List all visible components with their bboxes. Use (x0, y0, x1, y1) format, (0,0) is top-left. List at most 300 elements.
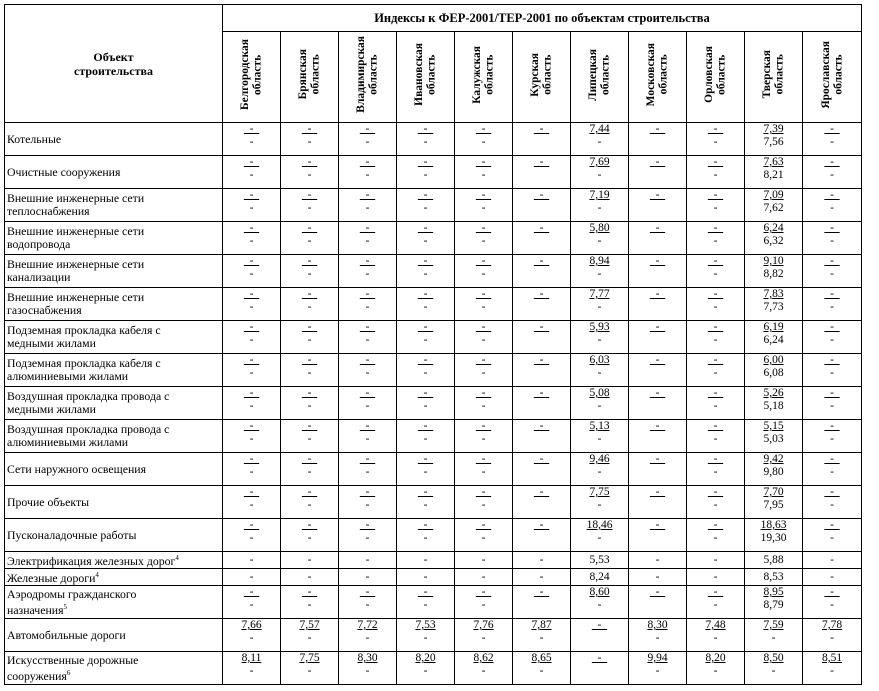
object-name: Внешние инженерные сети газоснабжения (7, 290, 145, 317)
table-row (5, 586, 862, 619)
index-value-top: 7,78 (821, 619, 843, 631)
index-value-bottom: - (481, 136, 486, 148)
index-value-top: - (533, 156, 550, 168)
index-value-bottom: - (249, 301, 254, 313)
index-cell (687, 519, 745, 552)
index-value-top: 7,75 (589, 486, 610, 498)
index-value-top: - (301, 519, 318, 531)
index-value-top: - (243, 156, 260, 168)
index-value-bottom: - (307, 268, 312, 280)
construction-indices-table (4, 4, 862, 685)
index-cell (223, 420, 281, 453)
index-cell (397, 453, 455, 486)
index-cell (339, 586, 397, 619)
index-value-top: - (417, 453, 434, 465)
index-value-bottom: - (423, 665, 428, 677)
index-cell (803, 519, 862, 552)
index-value-top: 7,53 (415, 619, 436, 631)
index-value-top: - (824, 354, 840, 366)
index-cell (687, 387, 745, 420)
index-cell (629, 189, 687, 222)
index-value-bottom: - (423, 532, 428, 544)
index-cell (223, 354, 281, 387)
index-cell (397, 552, 455, 569)
index-cell (513, 453, 571, 486)
index-cell (571, 156, 629, 189)
object-name-cell (5, 519, 223, 552)
index-cell (223, 569, 281, 586)
index-cell (281, 619, 339, 652)
table-row (5, 387, 862, 420)
index-value-top: - (475, 189, 492, 201)
index-value-top: - (243, 586, 260, 598)
index-cell (803, 453, 862, 486)
index-value-top: 5,13 (589, 420, 610, 432)
index-value-top: - (824, 255, 840, 267)
index-cell (745, 519, 803, 552)
index-cell (223, 156, 281, 189)
index-cell (455, 321, 513, 354)
index-value-bottom: - (365, 433, 370, 445)
object-column-label: Объект строительства (74, 49, 153, 78)
index-value: - (830, 570, 834, 583)
index-value-bottom: - (249, 499, 254, 511)
region-header (397, 32, 455, 123)
index-cell (513, 586, 571, 619)
index-value-bottom: - (830, 235, 834, 247)
index-cell (629, 123, 687, 156)
index-value-top: - (301, 255, 318, 267)
index-cell (745, 486, 803, 519)
index-value: - (249, 570, 254, 583)
region-header (339, 32, 397, 123)
index-cell (629, 519, 687, 552)
index-value-bottom: - (597, 466, 602, 478)
index-value-bottom: - (481, 235, 486, 247)
index-value-top: 7,09 (763, 189, 784, 201)
index-cell (339, 569, 397, 586)
index-cell (571, 222, 629, 255)
region-header (223, 32, 281, 123)
index-cell (397, 569, 455, 586)
index-value-top: - (649, 321, 666, 333)
index-value-bottom: 5,18 (763, 400, 784, 412)
index-value-bottom: - (713, 532, 718, 544)
index-cell (455, 123, 513, 156)
index-value-bottom: - (249, 466, 254, 478)
index-value-bottom: - (597, 169, 602, 181)
index-cell (629, 288, 687, 321)
index-value-bottom: - (771, 665, 776, 677)
region-header (803, 32, 862, 123)
index-cell (687, 569, 745, 586)
index-cell (803, 420, 862, 453)
index-value-bottom: - (713, 334, 718, 346)
index-cell (223, 486, 281, 519)
object-name-cell (5, 255, 223, 288)
index-value-bottom: - (713, 433, 718, 445)
index-cell (223, 387, 281, 420)
index-value-bottom: - (771, 632, 776, 644)
index-cell (803, 652, 862, 685)
object-name: Прочие объекты (7, 494, 90, 509)
index-value-bottom: - (365, 301, 370, 313)
index-cell (687, 156, 745, 189)
object-name-cell (5, 420, 223, 453)
index-cell (629, 486, 687, 519)
index-cell (513, 222, 571, 255)
index-value: - (655, 553, 660, 566)
table-title: Индексы к ФЕР-2001/ТЕР-2001 по объектам строительства (223, 5, 862, 32)
index-cell (339, 486, 397, 519)
index-value-top: - (824, 156, 840, 168)
index-cell (223, 189, 281, 222)
index-value-top: - (707, 453, 724, 465)
index-value-top: 7,19 (589, 189, 610, 201)
index-value-top: - (533, 519, 550, 531)
index-value-bottom: - (423, 169, 428, 181)
index-cell (281, 652, 339, 685)
index-cell (803, 156, 862, 189)
index-value-bottom: - (481, 169, 486, 181)
index-cell (687, 486, 745, 519)
index-value-top: - (301, 123, 318, 135)
index-value-top: 8,65 (531, 652, 552, 664)
index-value-top: - (243, 321, 260, 333)
index-cell (629, 321, 687, 354)
index-value: - (539, 570, 544, 583)
index-value-bottom: - (423, 466, 428, 478)
region-header (571, 32, 629, 123)
index-value-bottom: - (423, 235, 428, 247)
index-value-bottom: - (307, 665, 312, 677)
index-value-bottom: - (597, 301, 602, 313)
index-value: - (830, 553, 834, 566)
object-name: Электрификация железных дорог (7, 553, 176, 568)
index-value-top: 8,60 (589, 586, 610, 598)
index-value-top: 9,42 (763, 453, 784, 465)
index-value-bottom: - (481, 499, 486, 511)
object-name: Искусственные дорожные сооружения (7, 652, 139, 683)
index-value-bottom: - (481, 532, 486, 544)
index-value-bottom: - (713, 268, 718, 280)
index-value-top: 5,26 (763, 387, 784, 399)
index-value-top: - (301, 354, 318, 366)
object-name: Аэродромы гражданского назначения (7, 586, 137, 617)
index-value-top: - (649, 189, 666, 201)
index-cell (281, 453, 339, 486)
object-column-header (5, 5, 223, 123)
index-value-bottom: - (365, 268, 370, 280)
index-value-top: 7,44 (589, 123, 610, 135)
index-value-bottom: - (249, 268, 254, 280)
index-cell (629, 255, 687, 288)
index-cell (397, 156, 455, 189)
index-value-bottom: - (365, 136, 370, 148)
index-cell (687, 420, 745, 453)
index-value-bottom: 19,30 (760, 532, 787, 544)
table-row (5, 288, 862, 321)
index-value-top: - (649, 255, 666, 267)
index-value-top: - (591, 652, 608, 664)
index-value-bottom: - (481, 400, 486, 412)
region-label: Владимирская область (355, 36, 380, 113)
index-cell (455, 189, 513, 222)
index-cell (513, 255, 571, 288)
index-value-top: - (475, 387, 492, 399)
index-value-top: - (301, 321, 318, 333)
index-cell (513, 619, 571, 652)
region-header (513, 32, 571, 123)
index-value-top: - (475, 519, 492, 531)
index-cell (745, 619, 803, 652)
index-value-bottom: - (423, 499, 428, 511)
region-label: Тверская область (761, 50, 786, 99)
index-value-bottom: - (365, 202, 370, 214)
index-value-top: - (475, 255, 492, 267)
index-cell (455, 552, 513, 569)
index-value-top: 7,87 (531, 619, 552, 631)
index-value-top: - (475, 222, 492, 234)
index-value-top: - (649, 519, 666, 531)
index-value: - (539, 553, 544, 566)
object-name: Автомобильные дороги (7, 627, 126, 642)
table-row (5, 519, 862, 552)
object-name-cell (5, 156, 223, 189)
index-cell (455, 652, 513, 685)
index-cell (513, 189, 571, 222)
index-value-bottom: - (481, 599, 486, 611)
index-value-top: 7,72 (357, 619, 378, 631)
index-value-bottom: - (713, 136, 718, 148)
index-value-bottom: 6,24 (763, 334, 784, 346)
index-cell (513, 569, 571, 586)
object-name-cell (5, 288, 223, 321)
index-cell (455, 453, 513, 486)
index-cell (803, 222, 862, 255)
index-cell (687, 123, 745, 156)
index-value-top: - (475, 420, 492, 432)
index-cell (571, 519, 629, 552)
index-cell (513, 321, 571, 354)
index-value-top: - (707, 123, 724, 135)
index-value-bottom: - (307, 301, 312, 313)
index-cell (455, 619, 513, 652)
index-value: - (365, 553, 370, 566)
table-row (5, 569, 862, 586)
index-value-top: - (707, 255, 724, 267)
index-cell (339, 321, 397, 354)
index-cell (687, 619, 745, 652)
index-value-top: - (824, 586, 840, 598)
index-value-bottom: - (655, 665, 660, 677)
index-value-top: - (533, 255, 550, 267)
index-cell (571, 189, 629, 222)
index-cell (339, 387, 397, 420)
index-value-bottom: - (713, 665, 718, 677)
index-value-top: - (649, 354, 666, 366)
index-value-top: - (533, 453, 550, 465)
index-value-top: - (533, 123, 550, 135)
index-value-top: - (301, 486, 318, 498)
index-value-top: - (301, 453, 318, 465)
index-cell (339, 288, 397, 321)
index-value-bottom: - (597, 433, 602, 445)
index-value-bottom: - (713, 202, 718, 214)
index-value-top: - (533, 189, 550, 201)
index-value-top: 6,24 (763, 222, 784, 234)
index-value-top: 6,03 (589, 354, 610, 366)
index-cell (455, 288, 513, 321)
index-cell (397, 486, 455, 519)
index-cell (281, 255, 339, 288)
index-cell (687, 321, 745, 354)
index-cell (513, 123, 571, 156)
index-value-bottom: 9,80 (763, 466, 784, 478)
index-value-top: - (649, 156, 666, 168)
index-value-top: 7,69 (589, 156, 610, 168)
index-value-bottom: - (307, 169, 312, 181)
index-cell (281, 354, 339, 387)
index-value-bottom: - (307, 433, 312, 445)
index-cell (745, 420, 803, 453)
index-value-bottom: - (365, 235, 370, 247)
index-cell (513, 288, 571, 321)
index-cell (745, 123, 803, 156)
index-cell (745, 255, 803, 288)
index-value-top: 8,51 (821, 652, 843, 664)
index-value-top: - (359, 123, 376, 135)
index-value-bottom: - (830, 532, 834, 544)
index-value-top: 8,30 (647, 619, 668, 631)
index-cell (223, 619, 281, 652)
index-cell (745, 569, 803, 586)
index-value-top: - (533, 586, 550, 598)
index-cell (803, 486, 862, 519)
index-value-bottom: - (655, 632, 660, 644)
object-name-cell (5, 354, 223, 387)
index-value-bottom: - (249, 433, 254, 445)
index-cell (745, 387, 803, 420)
index-value-top: - (533, 486, 550, 498)
index-cell (455, 486, 513, 519)
index-value-top: 8,95 (763, 586, 784, 598)
index-value-top: 7,83 (763, 288, 784, 300)
index-value-top: 8,94 (589, 255, 610, 267)
index-value-top: - (359, 189, 376, 201)
index-value-top: - (417, 486, 434, 498)
index-value-bottom: - (365, 599, 370, 611)
index-cell (455, 354, 513, 387)
index-value-bottom: - (597, 268, 602, 280)
index-value-top: - (475, 321, 492, 333)
index-value-top: - (417, 123, 434, 135)
index-value-top: - (475, 486, 492, 498)
index-value-top: 18,46 (586, 519, 613, 531)
index-cell (687, 255, 745, 288)
index-cell (281, 486, 339, 519)
index-cell (223, 288, 281, 321)
index-value-top: - (649, 288, 666, 300)
index-value-bottom: 5,03 (763, 433, 784, 445)
index-cell (571, 255, 629, 288)
index-value-top: 9,46 (589, 453, 610, 465)
index-cell (397, 288, 455, 321)
index-cell (397, 255, 455, 288)
index-cell (629, 387, 687, 420)
index-cell (687, 189, 745, 222)
index-value-top: - (359, 486, 376, 498)
index-cell (745, 652, 803, 685)
index-value-bottom: 6,32 (763, 235, 784, 247)
footnote-mark: 6 (66, 668, 71, 677)
index-cell (455, 420, 513, 453)
index-cell (803, 569, 862, 586)
index-value-bottom: - (249, 169, 254, 181)
object-name-cell (5, 586, 223, 619)
index-cell (397, 123, 455, 156)
index-value-top: - (707, 387, 724, 399)
index-value-bottom: - (481, 301, 486, 313)
index-cell (687, 354, 745, 387)
index-value-top: - (475, 453, 492, 465)
index-value-bottom: - (307, 499, 312, 511)
index-cell (339, 354, 397, 387)
index-cell (281, 586, 339, 619)
index-cell (281, 123, 339, 156)
index-cell (281, 387, 339, 420)
index-value-top: - (417, 288, 434, 300)
index-value-top: - (417, 189, 434, 201)
index-value-bottom: - (423, 433, 428, 445)
index-value-bottom: - (307, 400, 312, 412)
index-value-top: 8,30 (357, 652, 378, 664)
index-value-top: 7,48 (705, 619, 726, 631)
index-value-top: - (707, 420, 724, 432)
index-value-bottom: - (481, 632, 486, 644)
object-name: Подземная прокладка кабеля с алюминиевыми жилами (7, 356, 161, 383)
index-cell (803, 586, 862, 619)
index-value-bottom: 7,73 (763, 301, 784, 313)
object-name: Внешние инженерные сети канализации (7, 257, 145, 284)
index-value-top: - (824, 453, 840, 465)
index-value-bottom: - (539, 632, 544, 644)
index-value-bottom: - (481, 334, 486, 346)
index-value-top: - (707, 586, 724, 598)
index-value-top: - (359, 354, 376, 366)
index-value-bottom: - (713, 632, 718, 644)
table-row (5, 354, 862, 387)
index-cell (339, 255, 397, 288)
object-name: Котельные (7, 131, 62, 146)
index-value-top: - (533, 321, 550, 333)
index-cell (687, 552, 745, 569)
index-value-bottom: - (830, 599, 834, 611)
index-value-top: 9,10 (763, 255, 784, 267)
index-value-bottom: - (423, 367, 428, 379)
object-name: Воздушная прокладка провода с алюминиевыми жилами (7, 422, 170, 449)
index-cell (339, 420, 397, 453)
region-label: Ивановская область (413, 43, 438, 106)
index-value-bottom: - (597, 400, 602, 412)
object-name-cell (5, 552, 223, 569)
index-value-top: 7,59 (763, 619, 784, 631)
index-cell (455, 156, 513, 189)
index-cell (745, 453, 803, 486)
index-value-top: 5,15 (763, 420, 784, 432)
index-cell (571, 552, 629, 569)
object-name-cell (5, 123, 223, 156)
